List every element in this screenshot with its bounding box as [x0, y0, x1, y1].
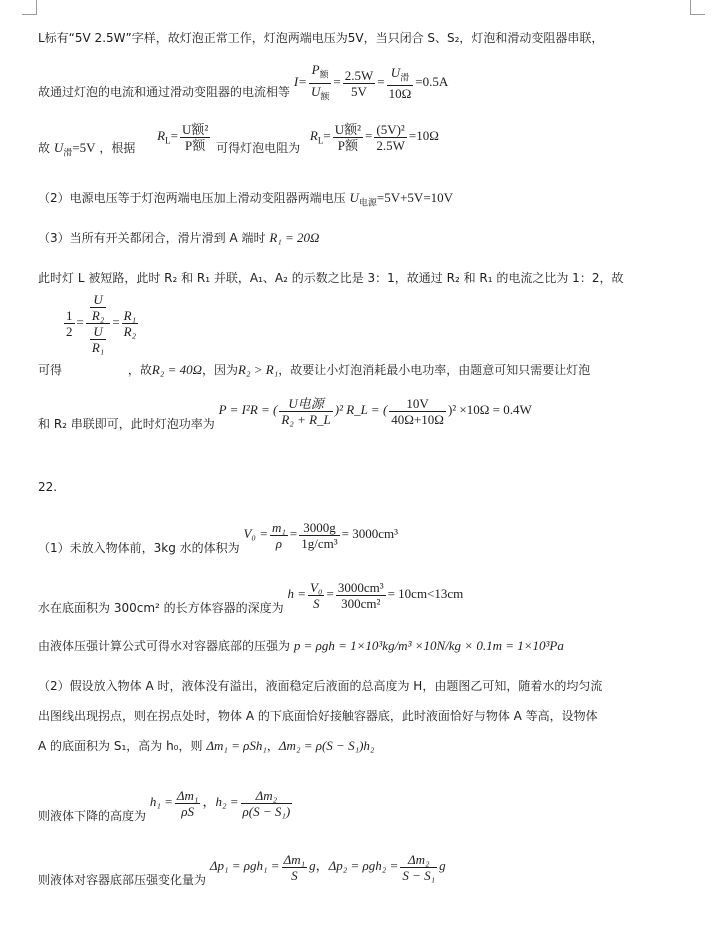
text-line-5: （3）当所有开关都闭合，滑片滑到 A 端时 R₁ = 20Ω — [38, 230, 320, 245]
text-line-14: A 的底面积为 S₁，高为 h₀，则 Δm₁ = ρSh₁，Δm₂ = ρ(S − S₁)h₂ — [38, 738, 375, 753]
text-line-10: 水在底面积为 300cm² 的长方体容器的深度为 h = $\frac{\text{V₀}}{S}$ = $\frac{\text{3000cm³}}{\text{300cm²}}$ = 10cm<13cm — [38, 580, 464, 616]
text-line-3: 故 $U_滑=5V$ ，根据 $R_L=$ $\frac{\text{U额²}}{\text{P额}}$ 可得灯泡电阻为 $R_L=$ $\frac{\text{U额²}}{\text{P额}}$ = $\frac{\text{(5V)²}}{2.5W}$ =10Ω — [38, 122, 439, 159]
crop-mark-right — [690, 0, 705, 15]
question-number: 22. — [38, 480, 58, 494]
current-ratio-equation: $\frac{1}{2}$ = $\frac{\frac{U}{\text{R₂}}}{\frac{U}{\text{R₁}}}$ = $\frac{\text{R₁}}{\text{R₂}}$ — [66, 292, 137, 355]
text-line-7: 可得 ，故R₂ = 40Ω，因为R₂ > R₁，故要让小灯泡消耗最小电功率，由题意可知只需要让灯泡 — [38, 362, 591, 377]
text-line-16: 则液体对容器底部压强变化量为 Δp₁ = ρgh₁ = $\frac{\text{Δm₁}}{S}$ g，Δp₂ = ρgh₂ = $\frac{\text{Δm₂}}{\text{S − S₁}}$ g — [38, 852, 446, 888]
crop-mark-left — [22, 0, 37, 15]
current-equation: I= $\frac{P_额}{U_额}$ = $\frac{2.5W}{5V}$ = $\frac{U_滑}{10\Omega}$ =0.5A — [293, 62, 449, 102]
text-line-4: （2）电源电压等于灯泡两端电压加上滑动变阻器两端电压 $U_{电源}=5V+5V=10V$ — [38, 190, 454, 208]
text-line-2: 故通过灯泡的电流和通过滑动变阻器的电流相等 I= $\frac{P_额}{U_额}$ = $\frac{2.5W}{5V}$ = $\frac{U_滑}{10\Omega}$ =0.5A — [38, 62, 449, 102]
text-line-8: 和 R₂ 串联即可，此时灯泡功率为 P = I²R = ( $\frac{\text{U电源}}{\text{R₂ + R\_L}}$ )² R_L = ( $\frac{10V}{40\Omega+10\Omega}$ )² ×10Ω = 0.4W — [38, 396, 532, 432]
text-line-13: 出图线出现拐点，则在拐点处时，物体 A 的下底面恰好接触容器底，此时液面恰好与物体 A 等高，设物体 — [38, 709, 598, 723]
text-line-6: 此时灯 L 被短路，此时 R₂ 和 R₁ 并联，A₁、A₂ 的示数之比是 3：1，故通过 R₂ 和 R₁ 的电流之比为 1：2，故 — [38, 271, 624, 285]
text-line-12: （2）假设放入物体 A 时，液体没有溢出，液面稳定后液面的总高度为 H，由题图乙可知，随着水的均匀流 — [38, 679, 603, 693]
text-line-1: L标有“5V 2.5W”字样，故灯泡正常工作，灯泡两端电压为5V，当只闭合 S、S₂，灯泡和滑动变阻器串联， — [38, 31, 604, 45]
text-line-15: 则液体下降的高度为 h₁ = $\frac{\text{Δm₁}}{\rho S}$ ，h₂ = $\frac{\text{Δm₂}}{\text{ρ(S − S₁)}}$ — [38, 788, 291, 824]
text-line-11: 由液体压强计算公式可得水对容器底部的压强为 p = ρgh = 1×10³kg/m³ ×10N/kg × 0.1m = 1×10³Pa — [38, 638, 564, 653]
text-line-9: （1）未放入物体前，3kg 水的体积为 V₀ = $\frac{\text{m₁}}{\rho}$ = $\frac{3000g}{\text{1g/cm³}}$ = 3000cm³ — [38, 520, 399, 556]
